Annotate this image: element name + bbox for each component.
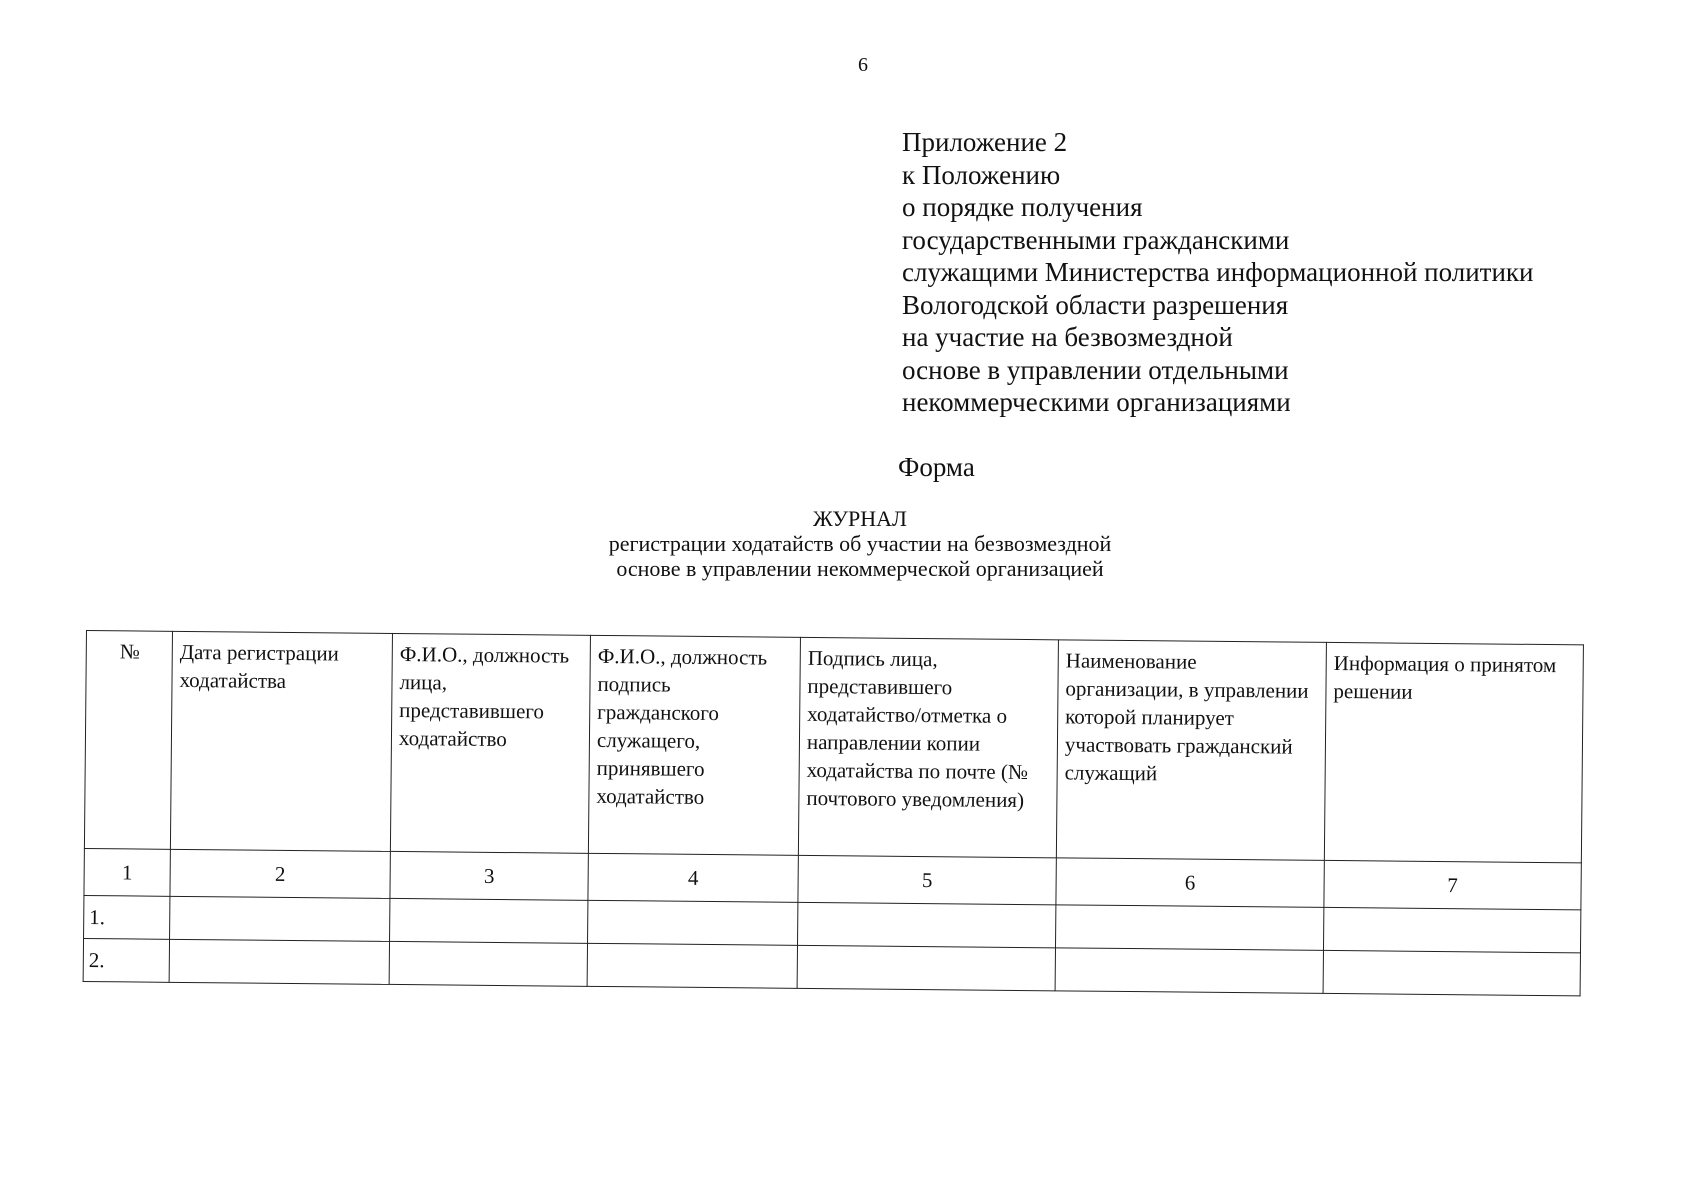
table-cell: [390, 898, 588, 943]
appendix-line: государственными гражданскими: [902, 224, 1290, 255]
table-cell: [588, 900, 798, 945]
table-cell: [1055, 948, 1323, 994]
form-label: Форма: [898, 452, 975, 482]
appendix-block: [902, 126, 1534, 419]
column-number-cell: 7: [1324, 860, 1581, 909]
row-number-cell: 1.: [84, 895, 170, 939]
header-cell-signature: Подпись лица, представившего ходатайство/отметка о направлении копии ходатайства по почте (№ почтового уведомления): [798, 637, 1058, 857]
header-cell-receiver: Ф.И.О., должность подпись гражданского служащего, принявшего ходатайство: [588, 635, 800, 855]
table-cell: [1055, 905, 1323, 951]
journal-subtitle-line: основе в управлении некоммерческой организацией: [616, 556, 1104, 581]
column-number-cell: 4: [588, 853, 798, 902]
table-cell: [587, 943, 797, 988]
appendix-line: Вологодской области разрешения: [902, 289, 1289, 320]
column-number-cell: 5: [798, 855, 1056, 904]
journal-title: ЖУРНАЛ: [813, 506, 907, 531]
journal-table: [83, 630, 1584, 996]
table-cell: [1323, 907, 1580, 952]
column-number-cell: 2: [170, 849, 390, 898]
appendix-line: основе в управлении отдельными: [902, 354, 1289, 385]
header-cell-applicant: Ф.И.О., должность лица, представившего ходатайство: [390, 633, 590, 853]
row-number-cell: 2.: [83, 938, 169, 982]
column-number-cell: 1: [84, 848, 170, 896]
table-cell: [797, 945, 1055, 990]
appendix-line: служащими Министерства информационной политики: [902, 257, 1534, 287]
table-cell: [798, 902, 1056, 947]
header-cell-organization: Наименование организации, в управлении которой планирует участвовать гражданский служащий: [1056, 640, 1326, 861]
appendix-line: на участие на безвозмездной: [902, 322, 1233, 352]
table-cell: [389, 941, 587, 986]
header-cell-decision: Информация о принятом решении: [1324, 642, 1583, 862]
journal-subtitle-line: регистрации ходатайств об участии на безвозмездной: [608, 531, 1112, 556]
column-number-cell: 6: [1056, 858, 1324, 908]
table-cell: [1323, 950, 1580, 995]
table-cell: [169, 939, 389, 984]
header-cell-registration-date: Дата регистрации ходатайства: [170, 631, 392, 851]
appendix-line: к Положению: [902, 159, 1061, 190]
appendix-line: некоммерческими организациями: [902, 387, 1291, 417]
table-cell: [170, 896, 390, 941]
appendix-line: Приложение 2: [902, 127, 1068, 157]
table-header-row: [84, 631, 1583, 863]
appendix-line: о порядке получения: [902, 192, 1143, 222]
column-number-cell: 3: [390, 851, 588, 900]
page-number: 6: [858, 54, 868, 76]
header-cell-number: №: [84, 631, 172, 850]
journal-heading: [0, 506, 1695, 581]
